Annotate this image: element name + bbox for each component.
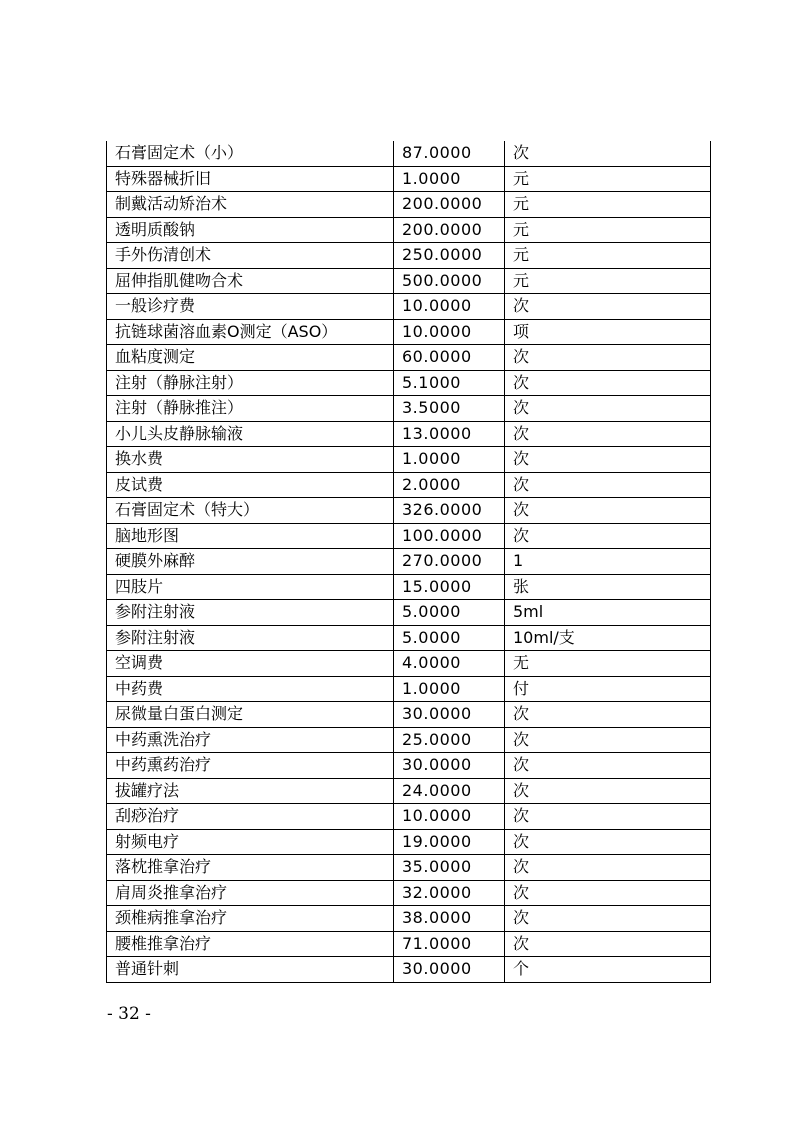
- item-name-cell: 皮试费: [107, 472, 394, 498]
- unit-cell: 次: [505, 778, 711, 804]
- item-name-cell: 硬膜外麻醉: [107, 549, 394, 575]
- item-name-cell: 石膏固定术（特大）: [107, 498, 394, 524]
- price-cell: 87.0000: [394, 141, 505, 166]
- unit-cell: 次: [505, 141, 711, 166]
- unit-cell: 次: [505, 906, 711, 932]
- price-cell: 4.0000: [394, 651, 505, 677]
- price-cell: 100.0000: [394, 523, 505, 549]
- item-name-cell: 参附注射液: [107, 600, 394, 626]
- price-cell: 71.0000: [394, 931, 505, 957]
- price-cell: 2.0000: [394, 472, 505, 498]
- unit-cell: 5ml: [505, 600, 711, 626]
- item-name-cell: 中药熏药治疗: [107, 753, 394, 779]
- unit-cell: 次: [505, 727, 711, 753]
- item-name-cell: 脑地形图: [107, 523, 394, 549]
- table-row: [107, 676, 711, 702]
- price-cell: 30.0000: [394, 753, 505, 779]
- unit-cell: 次: [505, 370, 711, 396]
- item-name-cell: 特殊器械折旧: [107, 166, 394, 192]
- unit-cell: 次: [505, 804, 711, 830]
- table-row: [107, 192, 711, 218]
- price-cell: 60.0000: [394, 345, 505, 371]
- item-name-cell: 中药费: [107, 676, 394, 702]
- item-name-cell: 屈伸指肌健吻合术: [107, 268, 394, 294]
- table-row: [107, 523, 711, 549]
- unit-cell: 次: [505, 855, 711, 881]
- table-row: [107, 600, 711, 626]
- table-row: [107, 931, 711, 957]
- unit-cell: 次: [505, 880, 711, 906]
- table-row: [107, 855, 711, 881]
- table-row: [107, 217, 711, 243]
- item-name-cell: 制戴活动矫治术: [107, 192, 394, 218]
- price-cell: 5.0000: [394, 600, 505, 626]
- item-name-cell: 肩周炎推拿治疗: [107, 880, 394, 906]
- table-row: [107, 498, 711, 524]
- unit-cell: 10ml/支: [505, 625, 711, 651]
- table-row: [107, 294, 711, 320]
- table-row: [107, 702, 711, 728]
- unit-cell: 次: [505, 753, 711, 779]
- table-row: [107, 243, 711, 269]
- item-name-cell: 参附注射液: [107, 625, 394, 651]
- unit-cell: 次: [505, 702, 711, 728]
- item-name-cell: 普通针刺: [107, 957, 394, 983]
- table-row: [107, 778, 711, 804]
- item-name-cell: 腰椎推拿治疗: [107, 931, 394, 957]
- unit-cell: 张: [505, 574, 711, 600]
- price-cell: 30.0000: [394, 957, 505, 983]
- table-row: [107, 906, 711, 932]
- unit-cell: 次: [505, 829, 711, 855]
- price-cell: 35.0000: [394, 855, 505, 881]
- price-cell: 32.0000: [394, 880, 505, 906]
- price-cell: 19.0000: [394, 829, 505, 855]
- item-name-cell: 血粘度测定: [107, 345, 394, 371]
- table-row: [107, 549, 711, 575]
- price-cell: 5.1000: [394, 370, 505, 396]
- price-cell: 10.0000: [394, 804, 505, 830]
- item-name-cell: 一般诊疗费: [107, 294, 394, 320]
- table-row: [107, 651, 711, 677]
- unit-cell: 无: [505, 651, 711, 677]
- table-row: [107, 804, 711, 830]
- price-cell: 250.0000: [394, 243, 505, 269]
- unit-cell: 次: [505, 396, 711, 422]
- price-cell: 24.0000: [394, 778, 505, 804]
- unit-cell: 次: [505, 421, 711, 447]
- item-name-cell: 注射（静脉推注）: [107, 396, 394, 422]
- unit-cell: 1: [505, 549, 711, 575]
- unit-cell: 次: [505, 447, 711, 473]
- table-row: [107, 345, 711, 371]
- table-row: [107, 166, 711, 192]
- price-cell: 5.0000: [394, 625, 505, 651]
- unit-cell: 元: [505, 268, 711, 294]
- price-cell: 1.0000: [394, 447, 505, 473]
- table-row: [107, 829, 711, 855]
- price-cell: 30.0000: [394, 702, 505, 728]
- unit-cell: 次: [505, 931, 711, 957]
- price-cell: 25.0000: [394, 727, 505, 753]
- item-name-cell: 拔罐疗法: [107, 778, 394, 804]
- unit-cell: 次: [505, 345, 711, 371]
- table-row: [107, 753, 711, 779]
- item-name-cell: 石膏固定术（小）: [107, 141, 394, 166]
- price-cell: 326.0000: [394, 498, 505, 524]
- price-cell: 270.0000: [394, 549, 505, 575]
- item-name-cell: 颈椎病推拿治疗: [107, 906, 394, 932]
- item-name-cell: 透明质酸钠: [107, 217, 394, 243]
- price-cell: 10.0000: [394, 294, 505, 320]
- table-row: [107, 319, 711, 345]
- unit-cell: 元: [505, 166, 711, 192]
- table-row: [107, 447, 711, 473]
- item-name-cell: 尿微量白蛋白测定: [107, 702, 394, 728]
- item-name-cell: 换水费: [107, 447, 394, 473]
- price-cell: 15.0000: [394, 574, 505, 600]
- unit-cell: 次: [505, 472, 711, 498]
- item-name-cell: 四肢片: [107, 574, 394, 600]
- price-cell: 13.0000: [394, 421, 505, 447]
- price-cell: 3.5000: [394, 396, 505, 422]
- price-cell: 500.0000: [394, 268, 505, 294]
- item-name-cell: 手外伤清创术: [107, 243, 394, 269]
- unit-cell: 次: [505, 498, 711, 524]
- table-row: [107, 370, 711, 396]
- unit-cell: 付: [505, 676, 711, 702]
- unit-cell: 个: [505, 957, 711, 983]
- price-table: [106, 141, 711, 983]
- price-cell: 1.0000: [394, 166, 505, 192]
- price-cell: 200.0000: [394, 192, 505, 218]
- item-name-cell: 中药熏洗治疗: [107, 727, 394, 753]
- table-row: [107, 141, 711, 166]
- table-row: [107, 396, 711, 422]
- table-row: [107, 421, 711, 447]
- table-row: [107, 957, 711, 983]
- item-name-cell: 射频电疗: [107, 829, 394, 855]
- table-row: [107, 625, 711, 651]
- price-cell: 10.0000: [394, 319, 505, 345]
- price-cell: 1.0000: [394, 676, 505, 702]
- table-row: [107, 574, 711, 600]
- price-cell: 200.0000: [394, 217, 505, 243]
- table-row: [107, 472, 711, 498]
- price-table-body: [107, 141, 711, 982]
- item-name-cell: 落枕推拿治疗: [107, 855, 394, 881]
- item-name-cell: 抗链球菌溶血素O测定（ASO）: [107, 319, 394, 345]
- table-row: [107, 268, 711, 294]
- unit-cell: 元: [505, 192, 711, 218]
- page-number: - 32 -: [107, 1004, 151, 1024]
- unit-cell: 元: [505, 217, 711, 243]
- table-row: [107, 727, 711, 753]
- unit-cell: 项: [505, 319, 711, 345]
- item-name-cell: 注射（静脉注射）: [107, 370, 394, 396]
- unit-cell: 次: [505, 523, 711, 549]
- unit-cell: 元: [505, 243, 711, 269]
- item-name-cell: 小儿头皮静脉输液: [107, 421, 394, 447]
- price-cell: 38.0000: [394, 906, 505, 932]
- item-name-cell: 刮痧治疗: [107, 804, 394, 830]
- item-name-cell: 空调费: [107, 651, 394, 677]
- table-row: [107, 880, 711, 906]
- unit-cell: 次: [505, 294, 711, 320]
